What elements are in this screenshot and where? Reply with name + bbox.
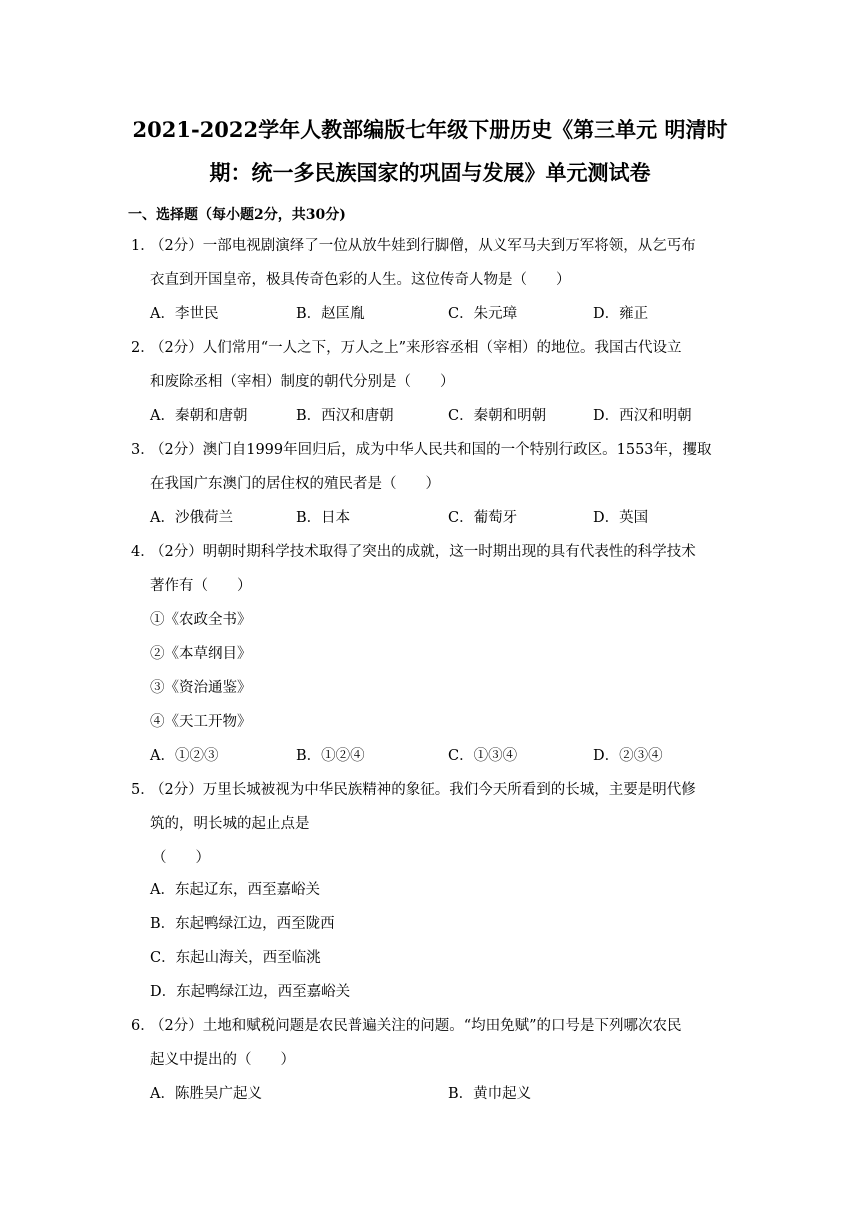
question-number: 1． [131,238,155,254]
question-text: 筑的，明长城的起止点是 [150,816,310,832]
option-d: D．西汉和明朝 [593,408,692,424]
option-c: C．秦朝和明朝 [448,408,547,424]
option-a: A．沙俄荷兰 [150,510,233,526]
option-a: A．陈胜吴广起义 [150,1086,262,1102]
question-text: （2分）澳门自1999年回归后，成为中华人民共和国的一个特别行政区。1553年，攫取 [150,442,712,458]
option-b: B．黄巾起义 [448,1086,532,1102]
option-d: D．东起鸭绿江边，西至嘉峪关 [150,984,351,1000]
question-text: （2分）一部电视剧演绎了一位从放牛娃到行脚僧，从义军马夫到万军将领，从乞丐布 [150,238,696,254]
question-number: 6． [131,1018,155,1034]
statement-item-4: ④《天工开物》 [150,714,252,730]
question-text: （2分）明朝时期科学技术取得了突出的成就，这一时期出现的具有代表性的科学技术 [150,544,696,560]
option-d: D．雍正 [593,306,649,322]
question-number: 2． [131,340,155,356]
question-text: 在我国广东澳门的居住权的殖民者是（ ） [150,476,440,492]
question-text: 衣直到开国皇帝，极具传奇色彩的人生。这位传奇人物是（ ） [150,272,571,288]
document-title-line-1: 2021-2022学年人教部编版七年级下册历史《第三单元 明清时 [132,117,728,142]
option-a: A．李世民 [150,306,219,322]
option-d: D．②③④ [593,748,663,764]
question-number: 3． [131,442,155,458]
statement-item-3: ③《资治通鉴》 [150,680,252,696]
option-c: C．朱元璋 [448,306,518,322]
section-heading: 一、选择题（每小题2分，共30分) [128,207,346,223]
statement-item-2: ②《本草纲目》 [150,646,252,662]
option-b: B．①②④ [296,748,365,764]
question-text: （2分）土地和赋税问题是农民普遍关注的问题。“均田免赋”的口号是下列哪次农民 [150,1018,682,1034]
question-text: （2分）人们常用“一人之下，万人之上”来形容丞相（宰相）的地位。我国古代设立 [150,340,682,356]
answer-blank: （ ） [152,850,210,866]
document-title-line-2: 期：统一多民族国家的巩固与发展》单元测试卷 [209,160,651,185]
option-b: B．赵匡胤 [296,306,365,322]
option-c: C．①③④ [448,748,518,764]
question-number: 4． [131,544,155,560]
option-c: C．东起山海关，西至临洮 [150,950,321,966]
option-a: A．秦朝和唐朝 [150,408,248,424]
question-text: 起义中提出的（ ） [150,1052,295,1068]
option-a: A．东起辽东，西至嘉峪关 [150,882,320,898]
question-text: （2分）万里长城被视为中华民族精神的象征。我们今天所看到的长城，主要是明代修 [150,782,696,798]
option-c: C．葡萄牙 [448,510,518,526]
option-b: B．日本 [296,510,351,526]
question-text: 和废除丞相（宰相）制度的朝代分别是（ ） [150,374,455,390]
option-a: A．①②③ [150,748,219,764]
option-b: B．西汉和唐朝 [296,408,394,424]
option-b: B．东起鸭绿江边，西至陇西 [150,916,335,932]
question-text: 著作有（ ） [150,578,252,594]
option-d: D．英国 [593,510,649,526]
question-number: 5． [131,782,155,798]
statement-item-1: ①《农政全书》 [150,612,252,628]
